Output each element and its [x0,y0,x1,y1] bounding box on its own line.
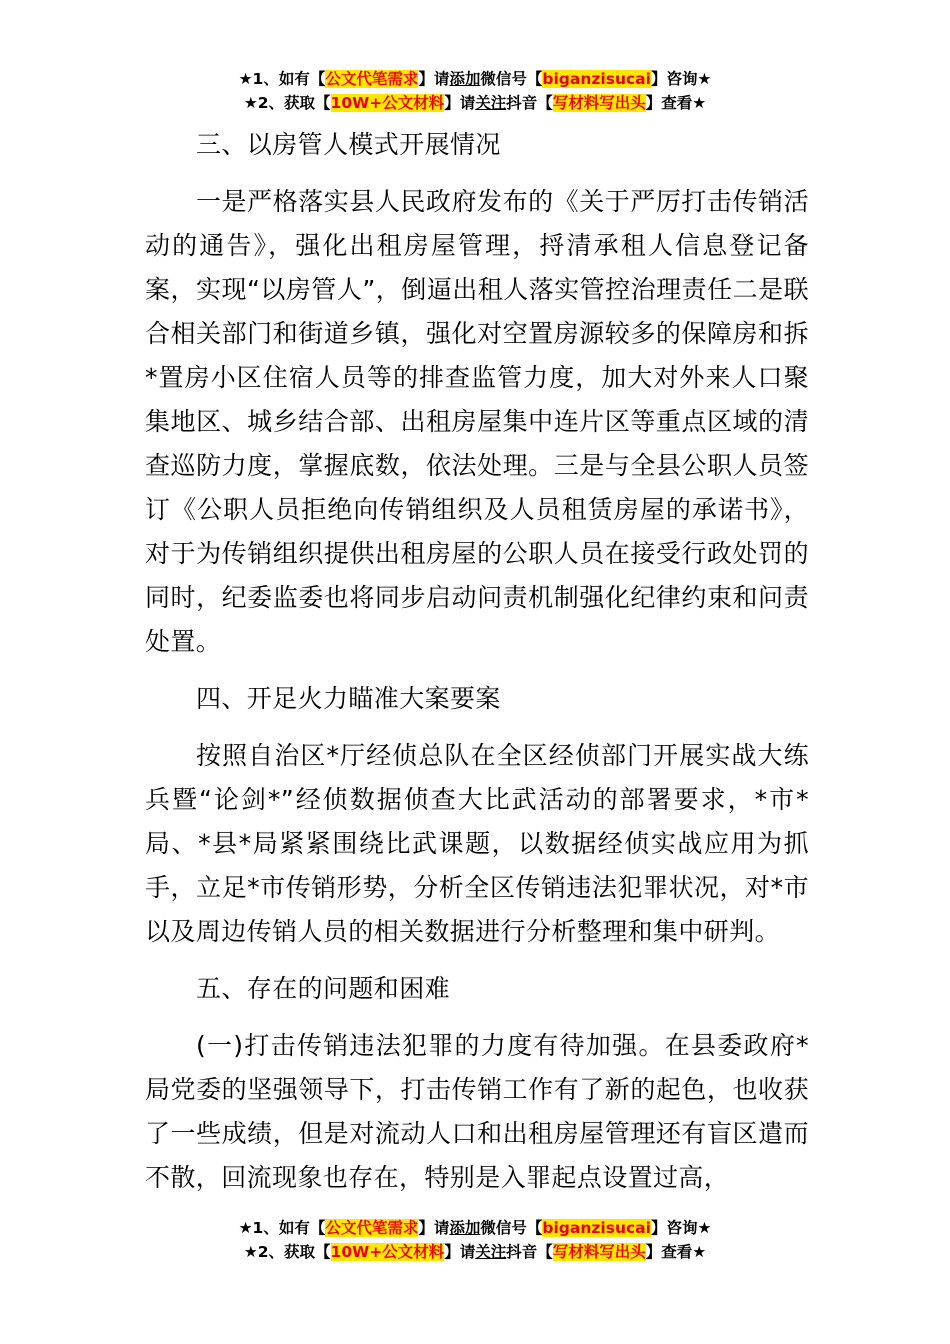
promo-underline: 添加 [449,1219,481,1237]
paragraph-5: (一)打击传销违法犯罪的力度有待加强。在县委政府*局党委的坚强领导下，打击传销工作有了新的起色，也收获了一些成绩，但是对流动人口和出租房屋管理还有盲区遣而不散，回流现象也存在，特别是入罪起点设置过高， [145,1031,809,1192]
promo-highlight: 10W+公文材料 [330,94,445,112]
promo-text: 】咨询★ [650,70,712,88]
promo-line-2 [0,1240,950,1264]
promo-highlight: biganzisucai [542,70,651,88]
promo-text: ★1、如有【 [238,1219,326,1237]
promo-line-2 [0,91,950,115]
promo-text: 抖音【 [506,94,553,112]
section-heading-3: 三、以房管人模式开展情况 [196,130,501,159]
promo-highlight: 公文代笔需求 [325,1219,419,1237]
promo-underline: 关注 [475,1243,507,1261]
promo-highlight: 10W+公文材料 [330,1243,445,1261]
section-heading-5: 五、存在的问题和困难 [196,974,451,1003]
promo-footer [0,1216,950,1264]
promo-line-1 [0,1216,950,1240]
promo-text: 】请 [444,94,476,112]
paragraph-4: 按照自治区*厅经侦总队在全区经侦部门开展实战大练兵暨“论剑*”经侦数据侦查大比武活动的部署要求，*市*局、*县*局紧紧围绕比武课题，以数据经侦实战应用为抓手，立足*市传销形势，分析全区传销违法犯罪状况，对*市以及周边传销人员的相关数据进行分析整理和集中研判。 [145,741,809,946]
promo-line-1 [0,67,950,91]
promo-underline: 添加 [449,70,481,88]
promo-text: 】咨询★ [650,1219,712,1237]
promo-text: 】查看★ [645,1243,707,1261]
promo-header [0,67,950,115]
section-heading-4: 四、开足火力瞄准大案要案 [196,684,501,713]
promo-highlight: 写材料写出头 [552,1243,646,1261]
promo-text: 微信号【 [480,1219,543,1237]
promo-text: 微信号【 [480,70,543,88]
promo-text: 】请 [444,1243,476,1261]
promo-highlight: biganzisucai [542,1219,651,1237]
promo-underline: 关注 [475,94,507,112]
promo-text: ★1、如有【 [238,70,326,88]
promo-text: 】查看★ [645,94,707,112]
promo-text: 】请 [418,1219,450,1237]
document-body [145,123,809,1200]
promo-text: ★2、获取【 [243,1243,331,1261]
promo-text: 抖音【 [506,1243,553,1261]
paragraph-3: 一是严格落实县人民政府发布的《关于严厉打击传销活动的通告》，强化出租房屋管理，捋清承租人信息登记备案，实现“以房管人”，倒逼出租人落实管控治理责任二是联合相关部门和街道乡镇，强化对空置房源较多的保障房和拆*置房小区住宿人员等的排查监管力度，加大对外来人口聚集地区、城乡结合部、出租房屋集中连片区等重点区域的清查巡防力度，掌握底数，依法处理。三是与全县公职人员签订《公职人员拒绝向传销组织及人员租赁房屋的承诺书》，对于为传销组织提供出租房屋的公职人员在接受行政处罚的同时，纪委监委也将同步启动问责机制强化纪律约束和问责处置。 [145,187,809,656]
promo-text: 】请 [418,70,450,88]
promo-highlight: 公文代笔需求 [325,70,419,88]
promo-text: ★2、获取【 [243,94,331,112]
promo-highlight: 写材料写出头 [552,94,646,112]
